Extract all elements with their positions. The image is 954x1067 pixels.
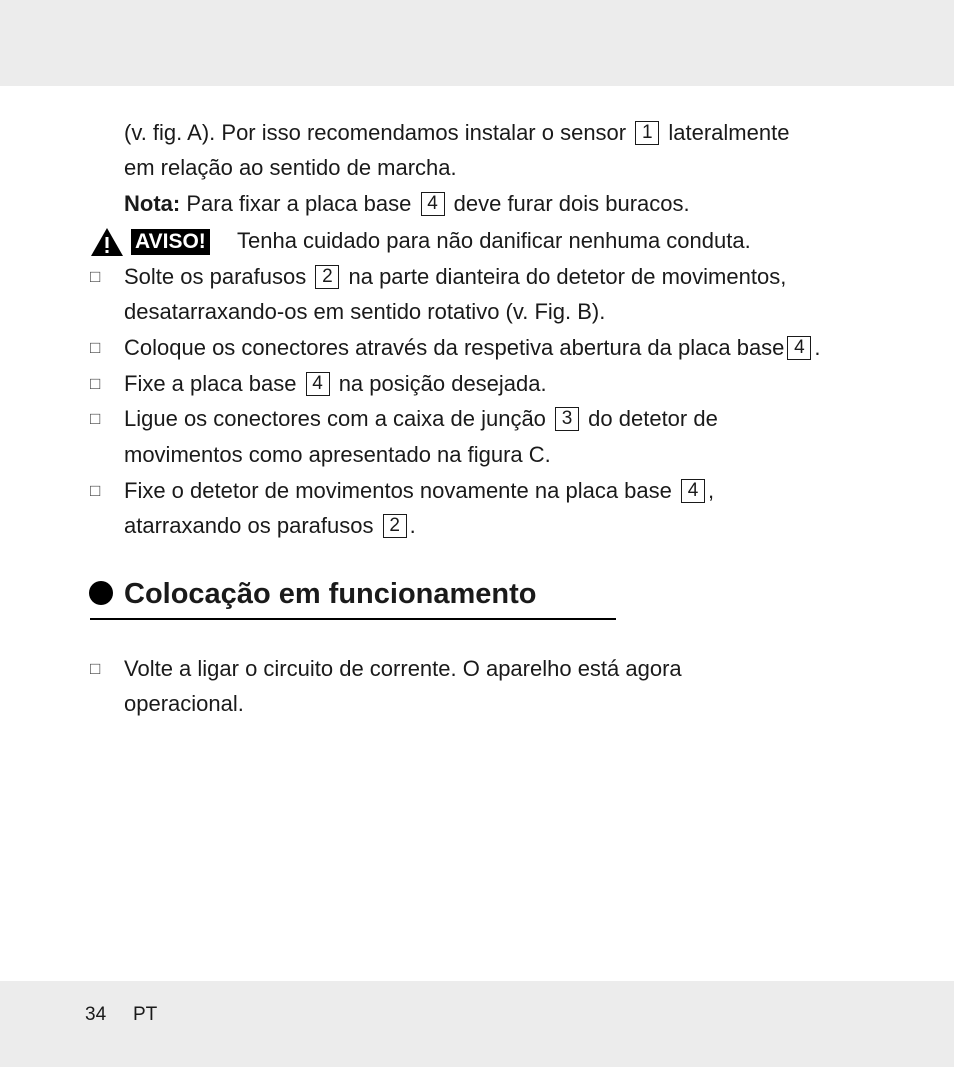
step-line [124, 476, 714, 506]
page-number: 34 [85, 1004, 107, 1025]
note-line [124, 189, 690, 219]
warning-triangle-icon [90, 227, 124, 257]
warning-label: AVISO! [131, 229, 210, 255]
step-line: movimentos como apresentado na figura C. [124, 442, 551, 467]
text-segment: , [708, 478, 715, 503]
part-number-box: 4 [681, 479, 705, 503]
bullet-checkbox-icon: □ [90, 659, 101, 678]
step-line: desatarraxando-os em sentido rotativo (v. Fig. B). [124, 299, 606, 324]
step-line [124, 262, 786, 292]
part-number-box: 4 [787, 336, 811, 360]
part-number-box: 3 [555, 407, 579, 431]
bullet-checkbox-icon: □ [90, 374, 101, 393]
bullet-checkbox-icon: □ [90, 409, 101, 428]
section-bullet-icon [89, 581, 113, 605]
step-line [124, 369, 547, 399]
section-title: Colocação em funcionamento [124, 578, 537, 610]
section-underline [90, 618, 616, 620]
part-number-box: 4 [421, 192, 445, 216]
text-segment: do detetor de [588, 406, 718, 431]
step-line [124, 333, 821, 363]
part-number-box: 2 [383, 514, 407, 538]
bullet-checkbox-icon: □ [90, 267, 101, 286]
text-segment: (v. fig. A). Por isso recomendamos instalar o sensor [124, 120, 627, 145]
text-segment: lateralmente [668, 120, 790, 145]
text-segment: na parte dianteira do detetor de movimentos, [348, 264, 787, 289]
part-number-box: 2 [315, 265, 339, 289]
top-band [0, 0, 954, 86]
step-line: operacional. [124, 691, 244, 716]
text-segment: Solte os parafusos [124, 264, 307, 289]
language-code: PT [133, 1004, 158, 1025]
text-line: em relação ao sentido de marcha. [124, 155, 457, 180]
note-label: Nota: [124, 191, 181, 216]
step-line [124, 511, 416, 541]
text-segment: atarraxando os parafusos [124, 513, 374, 538]
step-line: Volte a ligar o circuito de corrente. O aparelho está agora [124, 656, 682, 681]
text-segment: Ligue os conectores com a caixa de junção [124, 406, 546, 431]
text-segment: . [814, 335, 821, 360]
text-segment: . [409, 513, 416, 538]
warning-text: Tenha cuidado para não danificar nenhuma conduta. [237, 228, 751, 253]
bullet-checkbox-icon: □ [90, 481, 101, 500]
text-segment: Coloque os conectores através da respetiva abertura da placa base [124, 335, 785, 360]
part-number-box: 4 [306, 372, 330, 396]
text-segment: Fixe o detetor de movimentos novamente na placa base [124, 478, 672, 503]
text-segment: Para fixar a placa base [186, 191, 412, 216]
text-segment: Fixe a placa base [124, 371, 297, 396]
step-line [124, 404, 718, 434]
text-segment: deve furar dois buracos. [453, 191, 690, 216]
part-number-box: 1 [635, 121, 659, 145]
bullet-checkbox-icon: □ [90, 338, 101, 357]
text-segment: na posição desejada. [338, 371, 547, 396]
text-line [124, 118, 789, 148]
